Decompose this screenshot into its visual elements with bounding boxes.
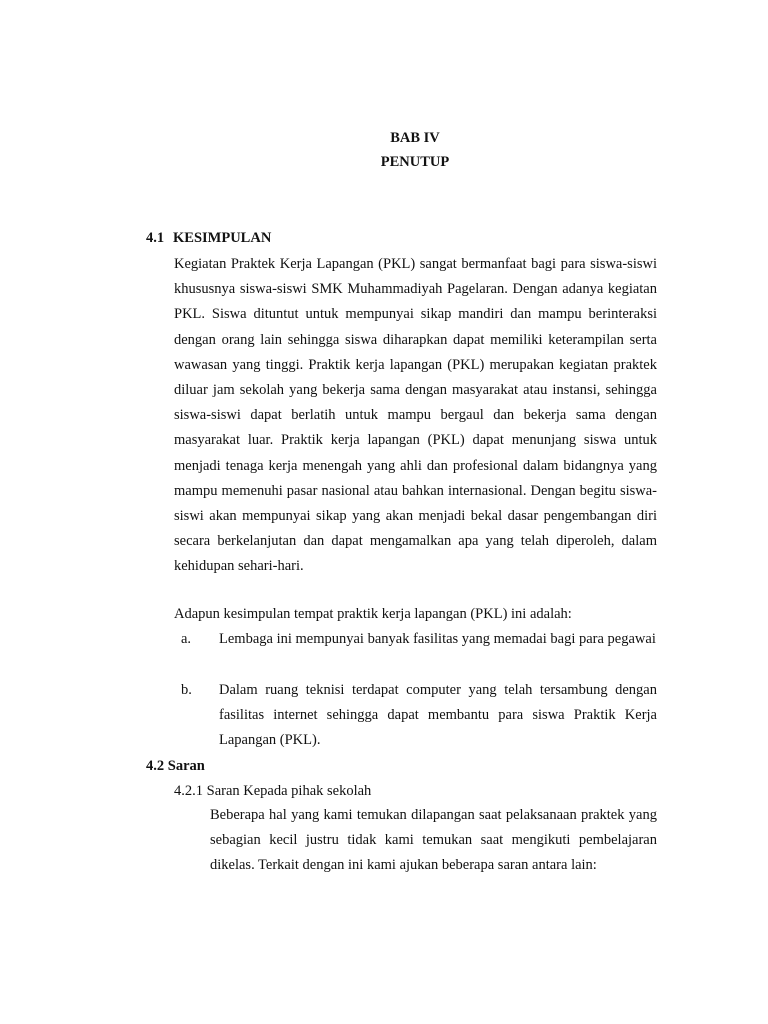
list-intro: Adapun kesimpulan tempat praktik kerja lapangan (PKL) ini adalah:: [174, 606, 572, 622]
section-title: KESIMPULAN: [173, 230, 272, 246]
list-marker: b.: [181, 682, 192, 698]
section-number: 4.1: [146, 230, 165, 246]
section-heading-kesimpulan: [146, 228, 271, 248]
chapter-number: BAB IV: [390, 130, 440, 146]
kesimpulan-paragraph: Kegiatan Praktek Kerja Lapangan (PKL) sangat bermanfaat bagi para siswa-siswi khususnya siswa-siswi SMK Muhammadiyah Pagelaran. Dengan adanya kegiatan PKL. Siswa dituntut untuk mempunyai sikap mandiri dan mampu berinteraksi dengan orang lain sehingga siswa diharapkan dapat memiliki keterampilan serta wawasan yang tinggi. Praktik kerja lapangan (PKL) merupakan kegiatan praktek diluar jam sekolah yang bekerja sama dengan masyarakat atau instansi, sehingga siswa-siswi dapat berlatih untuk mampu bergaul dan bekerja sama dengan masyarakat luar. Praktik kerja lapangan (PKL) dapat menunjang siswa untuk menjadi tenaga kerja menengah yang ahli dan profesional dalam bidangnya yang mampu memenuhi pasar nasional atau bahkan internasional. Dengan begitu siswa-siswi akan mempunyai sikap yang akan menjadi bekal dasar pengembangan diri secara berkelanjutan dan dapat mengamalkan apa yang telah diperoleh, dalam kehidupan sehari-hari.: [174, 256, 657, 575]
section-heading-saran: 4.2 Saran: [146, 758, 205, 774]
list-item-text: Dalam ruang teknisi terdapat computer yang telah tersambung dengan fasilitas internet sehingga dapat membantu para siswa Praktik Kerja Lapangan (PKL).: [219, 682, 657, 749]
list-item: [181, 678, 657, 754]
chapter-title: PENUTUP: [380, 154, 450, 170]
list-item: [181, 627, 657, 652]
list-item-text: Lembaga ini mempunyai banyak fasilitas yang memadai bagi para pegawai: [219, 631, 656, 647]
saran-paragraph: Beberapa hal yang kami temukan dilapangan saat pelaksanaan praktek yang sebagian kecil justru tidak kami temukan saat mengikuti pembelajaran dikelas. Terkait dengan ini kami ajukan beberapa saran antara lain:: [210, 807, 657, 874]
subsection-heading: 4.2.1 Saran Kepada pihak sekolah: [174, 783, 372, 799]
list-marker: a.: [181, 631, 192, 647]
